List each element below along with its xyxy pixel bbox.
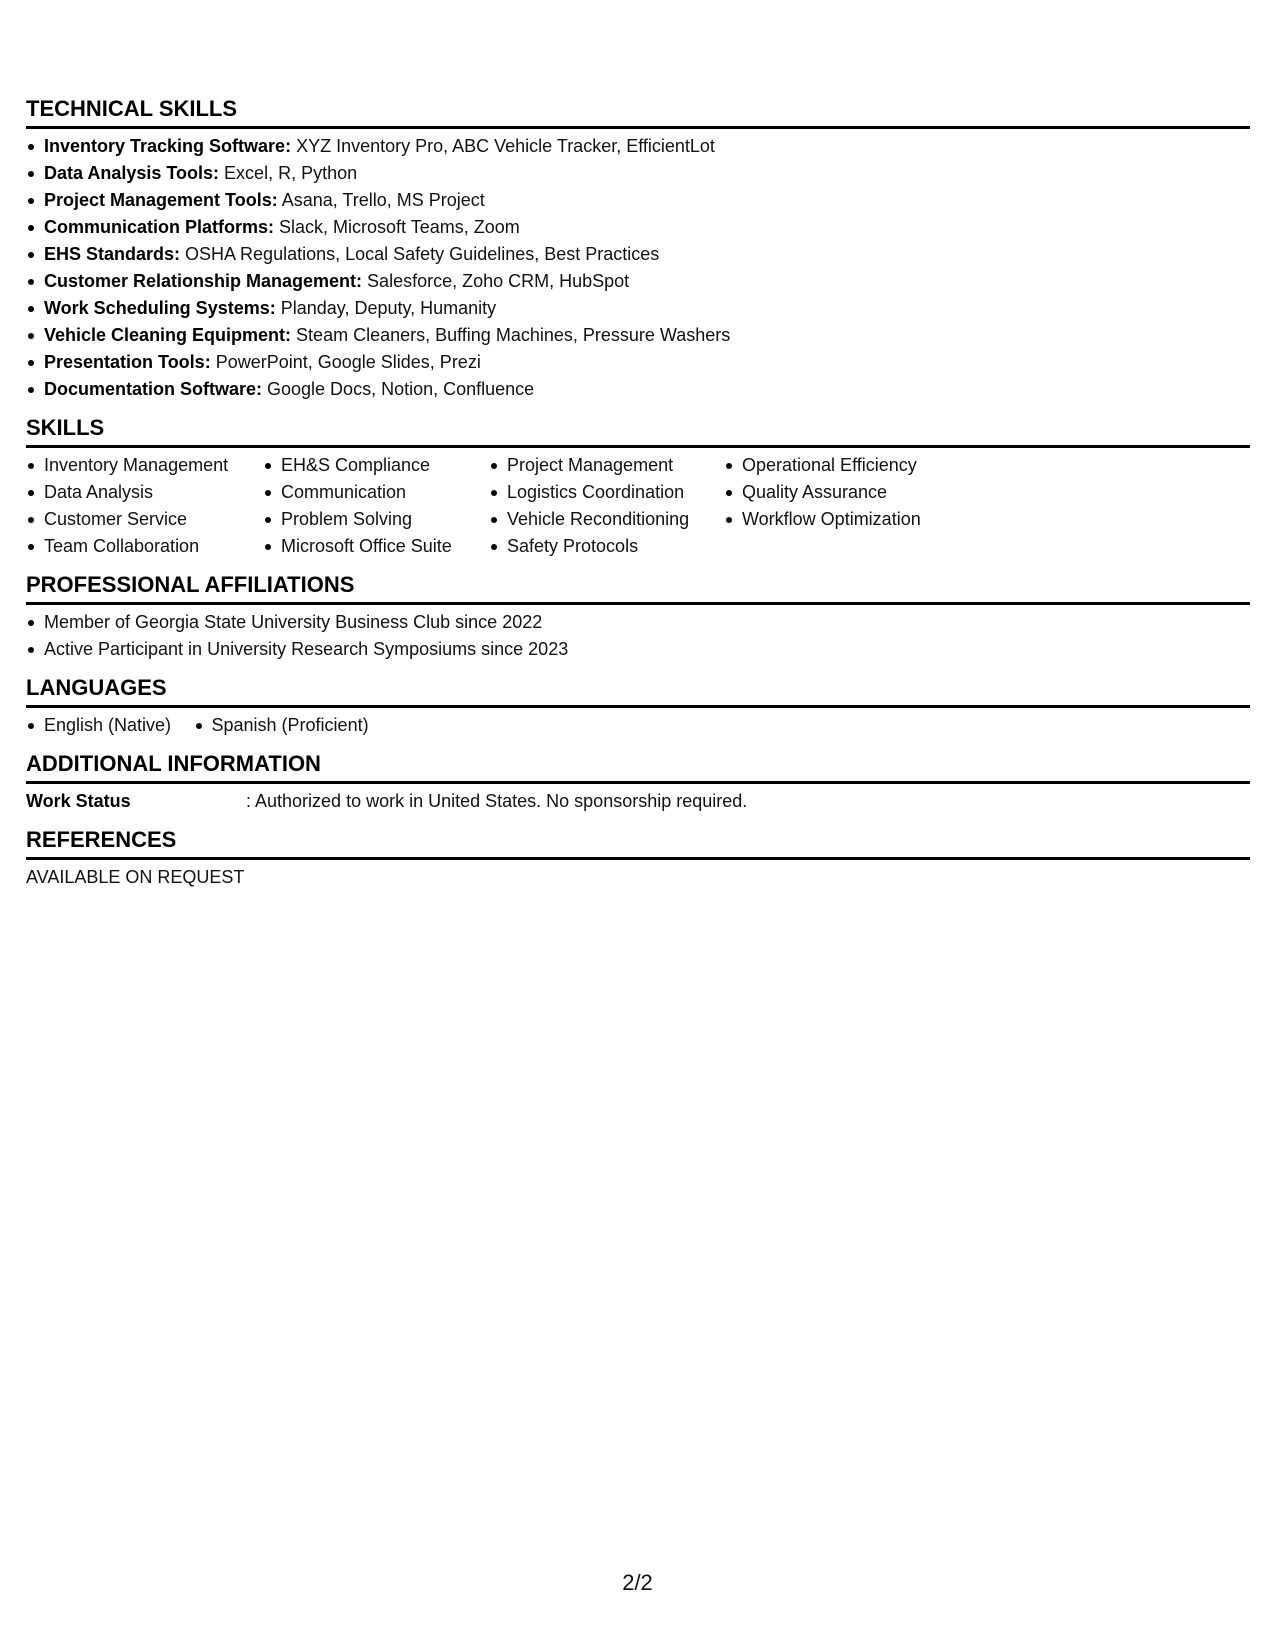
item-label: EHS Standards: — [44, 244, 181, 264]
list-item: Vehicle Reconditioning — [489, 506, 724, 533]
item-label: Presentation Tools: — [44, 352, 211, 372]
list-item — [26, 376, 1250, 403]
skills-grid — [26, 452, 1250, 560]
section-gap — [26, 815, 1250, 827]
skills-heading: SKILLS — [26, 415, 1250, 448]
additional-info-section — [26, 751, 1250, 815]
languages-section — [26, 675, 1250, 739]
list-item — [26, 295, 1250, 322]
item-label: Documentation Software: — [44, 379, 263, 399]
list-item: Project Management — [489, 452, 724, 479]
skills-section — [26, 415, 1250, 560]
work-status-label: Work Status — [26, 791, 131, 811]
list-item: Workflow Optimization — [724, 506, 984, 533]
item-value: XYZ Inventory Pro, ABC Vehicle Tracker, EfficientLot — [291, 136, 715, 156]
technical-skills-heading: TECHNICAL SKILLS — [26, 96, 1250, 129]
item-label: Project Management Tools: — [44, 190, 278, 210]
item-value: PowerPoint, Google Slides, Prezi — [210, 352, 481, 372]
list-item: Logistics Coordination — [489, 479, 724, 506]
work-status-row — [26, 788, 1250, 815]
item-label: Customer Relationship Management: — [44, 271, 363, 291]
item-label: Inventory Tracking Software: — [44, 136, 292, 156]
section-gap — [26, 739, 1250, 751]
languages-row — [26, 708, 1250, 739]
list-item — [26, 187, 1250, 214]
technical-skills-section — [26, 96, 1250, 403]
list-item — [26, 133, 1250, 160]
references-section — [26, 827, 1250, 891]
affiliations-list — [26, 609, 1250, 663]
item-value: Excel, R, Python — [219, 163, 358, 183]
list-item: Microsoft Office Suite — [263, 533, 489, 560]
list-item: Problem Solving — [263, 506, 489, 533]
list-item: Quality Assurance — [724, 479, 984, 506]
list-item: Data Analysis — [26, 479, 263, 506]
item-value: Slack, Microsoft Teams, Zoom — [274, 217, 520, 237]
list-item — [26, 268, 1250, 295]
affiliations-section — [26, 572, 1250, 663]
item-value: Steam Cleaners, Buffing Machines, Pressure Washers — [291, 325, 731, 345]
languages-heading: LANGUAGES — [26, 675, 1250, 708]
languages-list — [26, 712, 387, 739]
skills-column — [263, 452, 489, 560]
work-status-value: : Authorized to work in United States. No sponsorship required. — [246, 791, 748, 811]
references-heading: REFERENCES — [26, 827, 1250, 860]
skills-column — [26, 452, 263, 560]
list-item: Spanish (Proficient) — [194, 712, 369, 739]
skills-column — [724, 452, 984, 560]
page-number: 2/2 — [622, 1570, 653, 1595]
list-item: Inventory Management — [26, 452, 263, 479]
item-value: Google Docs, Notion, Confluence — [262, 379, 535, 399]
additional-info-heading: ADDITIONAL INFORMATION — [26, 751, 1250, 784]
section-gap — [26, 403, 1250, 415]
list-item: Communication — [263, 479, 489, 506]
item-value: Planday, Deputy, Humanity — [275, 298, 497, 318]
item-label: Work Scheduling Systems: — [44, 298, 276, 318]
resume-page — [26, 96, 1250, 891]
section-gap — [26, 560, 1250, 572]
list-item: Operational Efficiency — [724, 452, 984, 479]
affiliations-heading: PROFESSIONAL AFFILIATIONS — [26, 572, 1250, 605]
list-item — [26, 214, 1250, 241]
item-value: Salesforce, Zoho CRM, HubSpot — [362, 271, 630, 291]
list-item: Team Collaboration — [26, 533, 263, 560]
list-item: Member of Georgia State University Business Club since 2022 — [26, 609, 1250, 636]
list-item: Safety Protocols — [489, 533, 724, 560]
list-item: Customer Service — [26, 506, 263, 533]
references-text: AVAILABLE ON REQUEST — [26, 867, 245, 887]
item-value: Asana, Trello, MS Project — [277, 190, 485, 210]
list-item: Active Participant in University Research Symposiums since 2023 — [26, 636, 1250, 663]
skills-column — [489, 452, 724, 560]
item-value: OSHA Regulations, Local Safety Guidelines, Best Practices — [180, 244, 660, 264]
technical-skills-list — [26, 133, 1250, 403]
list-item: English (Native) — [26, 712, 171, 739]
list-item — [26, 160, 1250, 187]
item-label: Vehicle Cleaning Equipment: — [44, 325, 292, 345]
item-label: Data Analysis Tools: — [44, 163, 220, 183]
list-item — [26, 241, 1250, 268]
list-item — [26, 322, 1250, 349]
section-gap — [26, 663, 1250, 675]
list-item: EH&S Compliance — [263, 452, 489, 479]
item-label: Communication Platforms: — [44, 217, 275, 237]
list-item — [26, 349, 1250, 376]
